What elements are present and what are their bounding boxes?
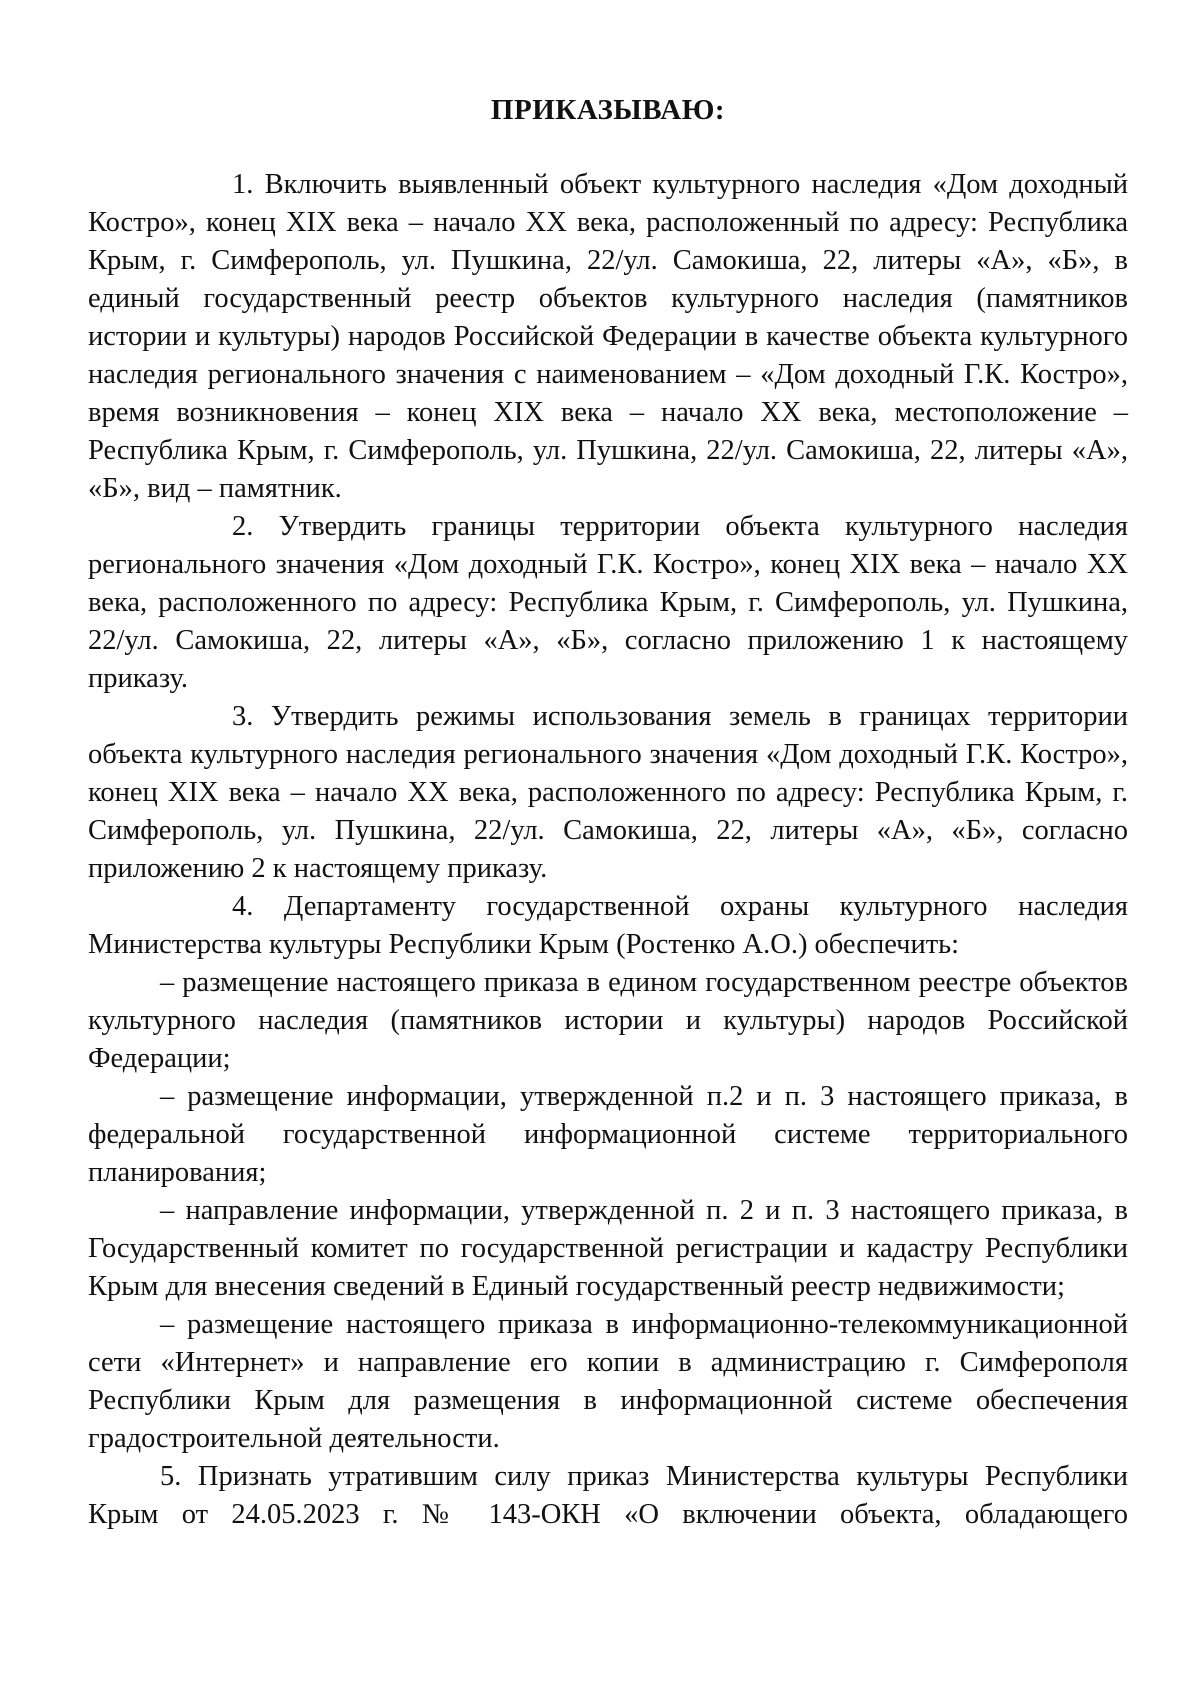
paragraph-5-text: Признать утратившим силу приказ Министерства культуры Республики Крым от 24.05.2023 г. № 143-ОКН «О включении объекта, обладающего: [88, 1461, 1128, 1530]
paragraph-2-number: 2.: [232, 511, 254, 542]
paragraph-3-number: 3.: [232, 701, 254, 732]
paragraph-5: [88, 1458, 1128, 1534]
paragraph-3-text: Утвердить режимы использования земель в границах территории объекта культурного наследия регионального значения «Дом доходный Г.К. Костро», конец XIX века – начало XX века, расположенного по адресу: Республика Крым, г. Симферополь, ул. Пушкина, 22/ул. Самокиша, 22, литеры «А», «Б», согласно приложению 2 к настоящему приказу.: [88, 701, 1128, 884]
paragraph-2: [88, 508, 1128, 698]
document-page: [88, 92, 1128, 1534]
paragraph-5-number: 5.: [160, 1461, 182, 1492]
document-heading: ПРИКАЗЫВАЮ:: [490, 94, 726, 126]
bullet-item-4: – размещение настоящего приказа в информационно-телекоммуникационной сети «Интернет» и направление его копии в администрацию г. Симферополя Республики Крым для размещения в информационной системе обеспечения градостроительной деятельности.: [88, 1309, 1128, 1454]
paragraph-2-text: Утвердить границы территории объекта культурного наследия регионального значения «Дом доходный Г.К. Костро», конец XIX века – начало XX века, расположенного по адресу: Республика Крым, г. Симферополь, ул. Пушкина, 22/ул. Самокиша, 22, литеры «А», «Б», согласно приложению 1 к настоящему приказу.: [88, 511, 1128, 694]
paragraph-3: [88, 698, 1128, 888]
paragraph-1-number: 1.: [232, 169, 254, 200]
paragraph-4: [88, 888, 1128, 964]
paragraph-4-text: Департаменту государственной охраны культурного наследия Министерства культуры Республики Крым (Ростенко А.О.) обеспечить:: [88, 891, 1129, 960]
bullet-item-1: – размещение настоящего приказа в едином государственном реестре объектов культурного наследия (памятников истории и культуры) народов Российской Федерации;: [88, 967, 1128, 1074]
paragraph-1-text: Включить выявленный объект культурного наследия «Дом доходный Костро», конец XIX века – начало XX века, расположенный по адресу: Республика Крым, г. Симферополь, ул. Пушкина, 22/ул. Самокиша, 22, литеры «А», «Б», в единый государственный реестр объектов культурного наследия (памятников истории и культуры) народов Российской Федерации в качестве объекта культурного наследия регионального значения с наименованием – «Дом доходный Г.К. Костро», время возникновения – конец XIX века – начало XX века, местоположение – Республика Крым, г. Симферополь, ул. Пушкина, 22/ул. Самокиша, 22, литеры «А», «Б», вид – памятник.: [88, 169, 1129, 504]
paragraph-1: [88, 166, 1128, 508]
bullet-item-3: – направление информации, утвержденной п. 2 и п. 3 настоящего приказа, в Государственный комитет по государственной регистрации и кадастру Республики Крым для внесения сведений в Единый государственный реестр недвижимости;: [88, 1195, 1128, 1302]
paragraph-4-number: 4.: [232, 891, 254, 922]
bullet-item-2: – размещение информации, утвержденной п.2 и п. 3 настоящего приказа, в федеральной государственной информационной системе территориального планирования;: [88, 1081, 1128, 1188]
